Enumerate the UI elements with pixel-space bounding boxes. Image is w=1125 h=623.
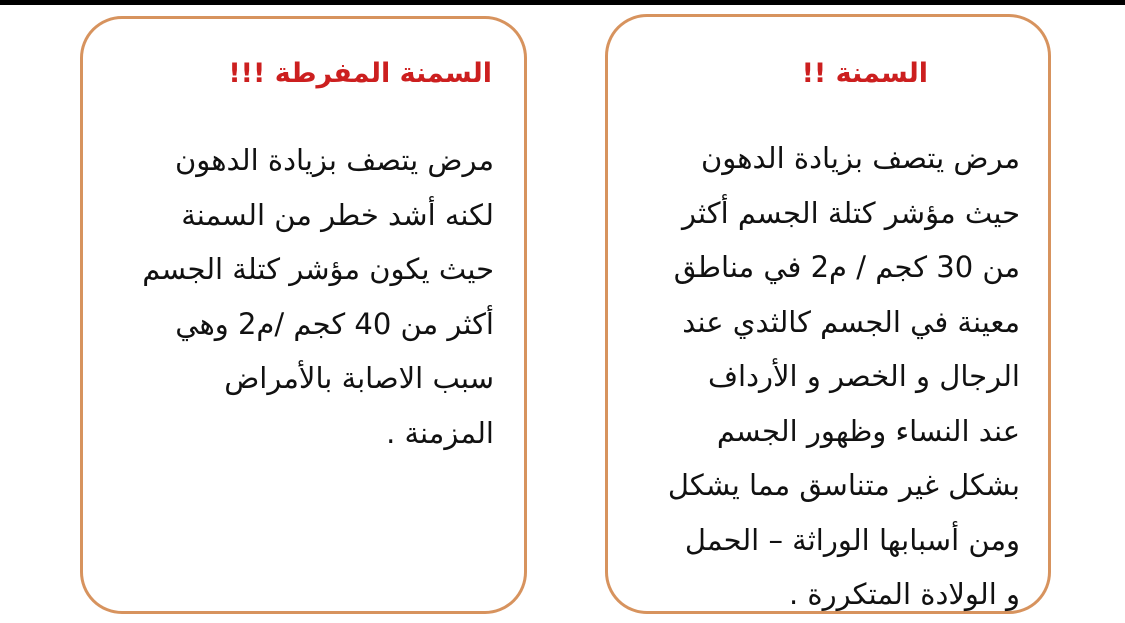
severe-obesity-card-line: أكثر من 40 كجم /م2 وهي [175, 306, 494, 341]
top-divider [0, 0, 1125, 5]
obesity-card-line: و الولادة المتكررة . [788, 577, 1020, 611]
obesity-card-line: معينة في الجسم كالثدي عند [682, 304, 1020, 339]
obesity-card-line: حيث مؤشر كتلة الجسم أكثر [682, 195, 1020, 230]
obesity-card-line: عند النساء وظهور الجسم [716, 413, 1020, 448]
obesity-card-body [668, 131, 1020, 622]
obesity-card-line: الرجال و الخصر و الأرداف [707, 359, 1020, 393]
severe-obesity-card-line: لكنه أشد خطر من السمنة [181, 197, 494, 232]
obesity-card-title: السمنة !! [801, 58, 928, 89]
obesity-card [605, 14, 1051, 614]
severe-obesity-card-body [142, 133, 494, 460]
severe-obesity-card [80, 16, 527, 614]
severe-obesity-card-title: السمنة المفرطة !!! [228, 58, 492, 89]
severe-obesity-card-line: حيث يكون مؤشر كتلة الجسم [142, 252, 494, 286]
obesity-card-line: مرض يتصف بزيادة الدهون [700, 141, 1020, 175]
severe-obesity-card-line: المزمنة . [386, 415, 494, 450]
obesity-card-line: ومن أسبابها الوراثة – الحمل [684, 522, 1020, 557]
obesity-card-line: بشكل غير متناسق مما يشكل [667, 468, 1020, 502]
obesity-card-line: من 30 كجم / م2 في مناطق [673, 250, 1020, 284]
severe-obesity-card-line: مرض يتصف بزيادة الدهون [174, 143, 494, 177]
severe-obesity-card-line: سبب الاصابة بالأمراض [224, 361, 494, 395]
